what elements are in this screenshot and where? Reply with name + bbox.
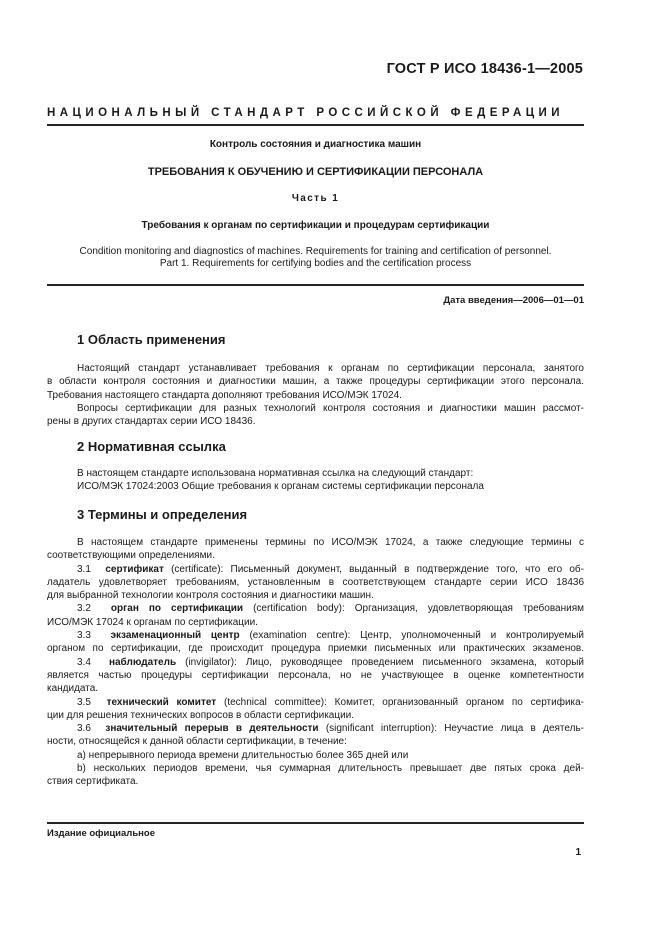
normative-reference: ИСО/МЭК 17024:2003 Общие требования к органам системы сертификации персонала bbox=[77, 481, 484, 493]
term-number: 3.6 bbox=[77, 723, 91, 735]
text-line: Требования настоящего стандарта дополняют требования ИСО/МЭК 17024. bbox=[47, 389, 402, 401]
section-2-heading: 2 Нормативная ссылка bbox=[77, 439, 226, 454]
term-name: технический комитет bbox=[106, 696, 217, 708]
text-line: является частью процедуры сертификации персонала, но не участвующее в оценке компетентности bbox=[47, 669, 584, 681]
text-line: органом по сертификации, где происходит процедура приемки письменных или практических экзаменов. bbox=[47, 643, 584, 655]
document-code: ГОСТ Р ИСО 18436-1—2005 bbox=[386, 61, 583, 77]
text-line: Вопросы сертификации для разных технологий контроля состояния и диагностики машин рассмот- bbox=[77, 402, 584, 414]
text-line: рены в других стандартах серии ИСО 18436. bbox=[47, 416, 256, 428]
title-main: ТРЕБОВАНИЯ К ОБУЧЕНИЮ И СЕРТИФИКАЦИИ ПЕРСОНАЛА bbox=[147, 166, 484, 178]
term-number: 3.5 bbox=[77, 696, 91, 708]
section-1-body bbox=[47, 362, 584, 428]
text-line: ности, относящейся к данной области сертификации, в течение: bbox=[47, 736, 347, 748]
section-3-body bbox=[47, 536, 584, 789]
term-definition: (invigilator): Лицо, руководящее проведением письменного экзамена, который bbox=[185, 656, 584, 668]
text-line: ствия сертификата. bbox=[47, 776, 139, 788]
term-number: 3.3 bbox=[77, 630, 91, 642]
page-number: 1 bbox=[575, 847, 581, 858]
text-line: ладатель удовлетворяет требованиям, установленным в соответствующем стандарте серии ИСО 18436 bbox=[47, 576, 584, 588]
text-line: ции для решения технических вопросов в области сертификации. bbox=[47, 709, 355, 721]
list-item-b: b) нескольких периодов времени, чья суммарная длительность превышает две пятых срока дей- bbox=[77, 763, 584, 775]
section-1-heading: 1 Область применения bbox=[77, 332, 226, 347]
term-3-4 bbox=[47, 656, 584, 669]
term-definition: (significant interruption): Неучастие лица в деятель- bbox=[325, 723, 584, 735]
term-definition: (certificate): Письменный документ, выданный в подтверждение того, что его об- bbox=[171, 563, 584, 575]
title-english-line-1: Condition monitoring and diagnostics of machines. Requirements for training and certification of personnel. bbox=[79, 246, 552, 257]
text-line: для выбранной технологии контроля состояния и диагностики машин. bbox=[47, 590, 374, 602]
title-english-line-2: Part 1. Requirements for certifying bodies and the certification process bbox=[159, 258, 472, 269]
term-3-1 bbox=[47, 563, 584, 576]
title-rule bbox=[47, 284, 584, 286]
text-line: соответствующими определениями. bbox=[47, 550, 215, 562]
text-line: в области контроля состояния и диагностики машин, а также процедуры сертификации этого персонала. bbox=[47, 376, 584, 388]
text-line: В настоящем стандарте применены термины по ИСО/МЭК 17024, а также следующие термины с bbox=[77, 537, 584, 548]
text-line: В настоящем стандарте использована нормативная ссылка на следующий стандарт: bbox=[77, 468, 474, 479]
term-definition: (examination centre): Центр, уполномоченный и контролируемый bbox=[249, 630, 584, 642]
footer-rule bbox=[47, 822, 584, 824]
term-definition: (certification body): Организация, удовлетворяющая требованиям bbox=[253, 603, 584, 615]
term-number: 3.4 bbox=[77, 656, 91, 668]
term-definition: (technical committee): Комитет, организованный органом по сертифика- bbox=[224, 696, 585, 708]
term-number: 3.1 bbox=[77, 563, 91, 575]
term-name: наблюдатель bbox=[108, 656, 177, 668]
national-standard-banner: НАЦИОНАЛЬНЫЙ СТАНДАРТ РОССИЙСКОЙ ФЕДЕРАЦИИ bbox=[47, 107, 564, 119]
term-name: сертификат bbox=[105, 563, 164, 575]
text-line: Настоящий стандарт устанавливает требования к органам по сертификации персонала, занятого bbox=[77, 363, 584, 374]
term-3-3 bbox=[47, 629, 584, 642]
header-rule bbox=[47, 124, 584, 126]
section-3-heading: 3 Термины и определения bbox=[77, 507, 248, 522]
section-2-body bbox=[47, 467, 584, 494]
text-line: ИСО/МЭК 17024 к органам по сертификации. bbox=[47, 616, 258, 628]
title-subject: Контроль состояния и диагностика машин bbox=[209, 139, 422, 150]
term-number: 3.2 bbox=[77, 603, 91, 615]
term-name: экзаменационный центр bbox=[110, 630, 240, 642]
term-name: значительный перерыв в деятельности bbox=[105, 723, 319, 735]
term-3-6 bbox=[47, 722, 584, 735]
edition-note: Издание официальное bbox=[47, 828, 155, 839]
title-part: Часть 1 bbox=[291, 193, 340, 204]
title-subtitle: Требования к органам по сертификации и процедурам сертификации bbox=[141, 220, 490, 231]
term-3-5 bbox=[47, 696, 584, 709]
term-name: орган по сертификации bbox=[110, 603, 244, 615]
effective-date: Дата введения—2006—01—01 bbox=[443, 295, 584, 306]
list-item-a: a) непрерывного периода времени длительностью более 365 дней или bbox=[77, 749, 409, 761]
text-line: кандидата. bbox=[47, 683, 99, 695]
term-3-2 bbox=[47, 602, 584, 615]
